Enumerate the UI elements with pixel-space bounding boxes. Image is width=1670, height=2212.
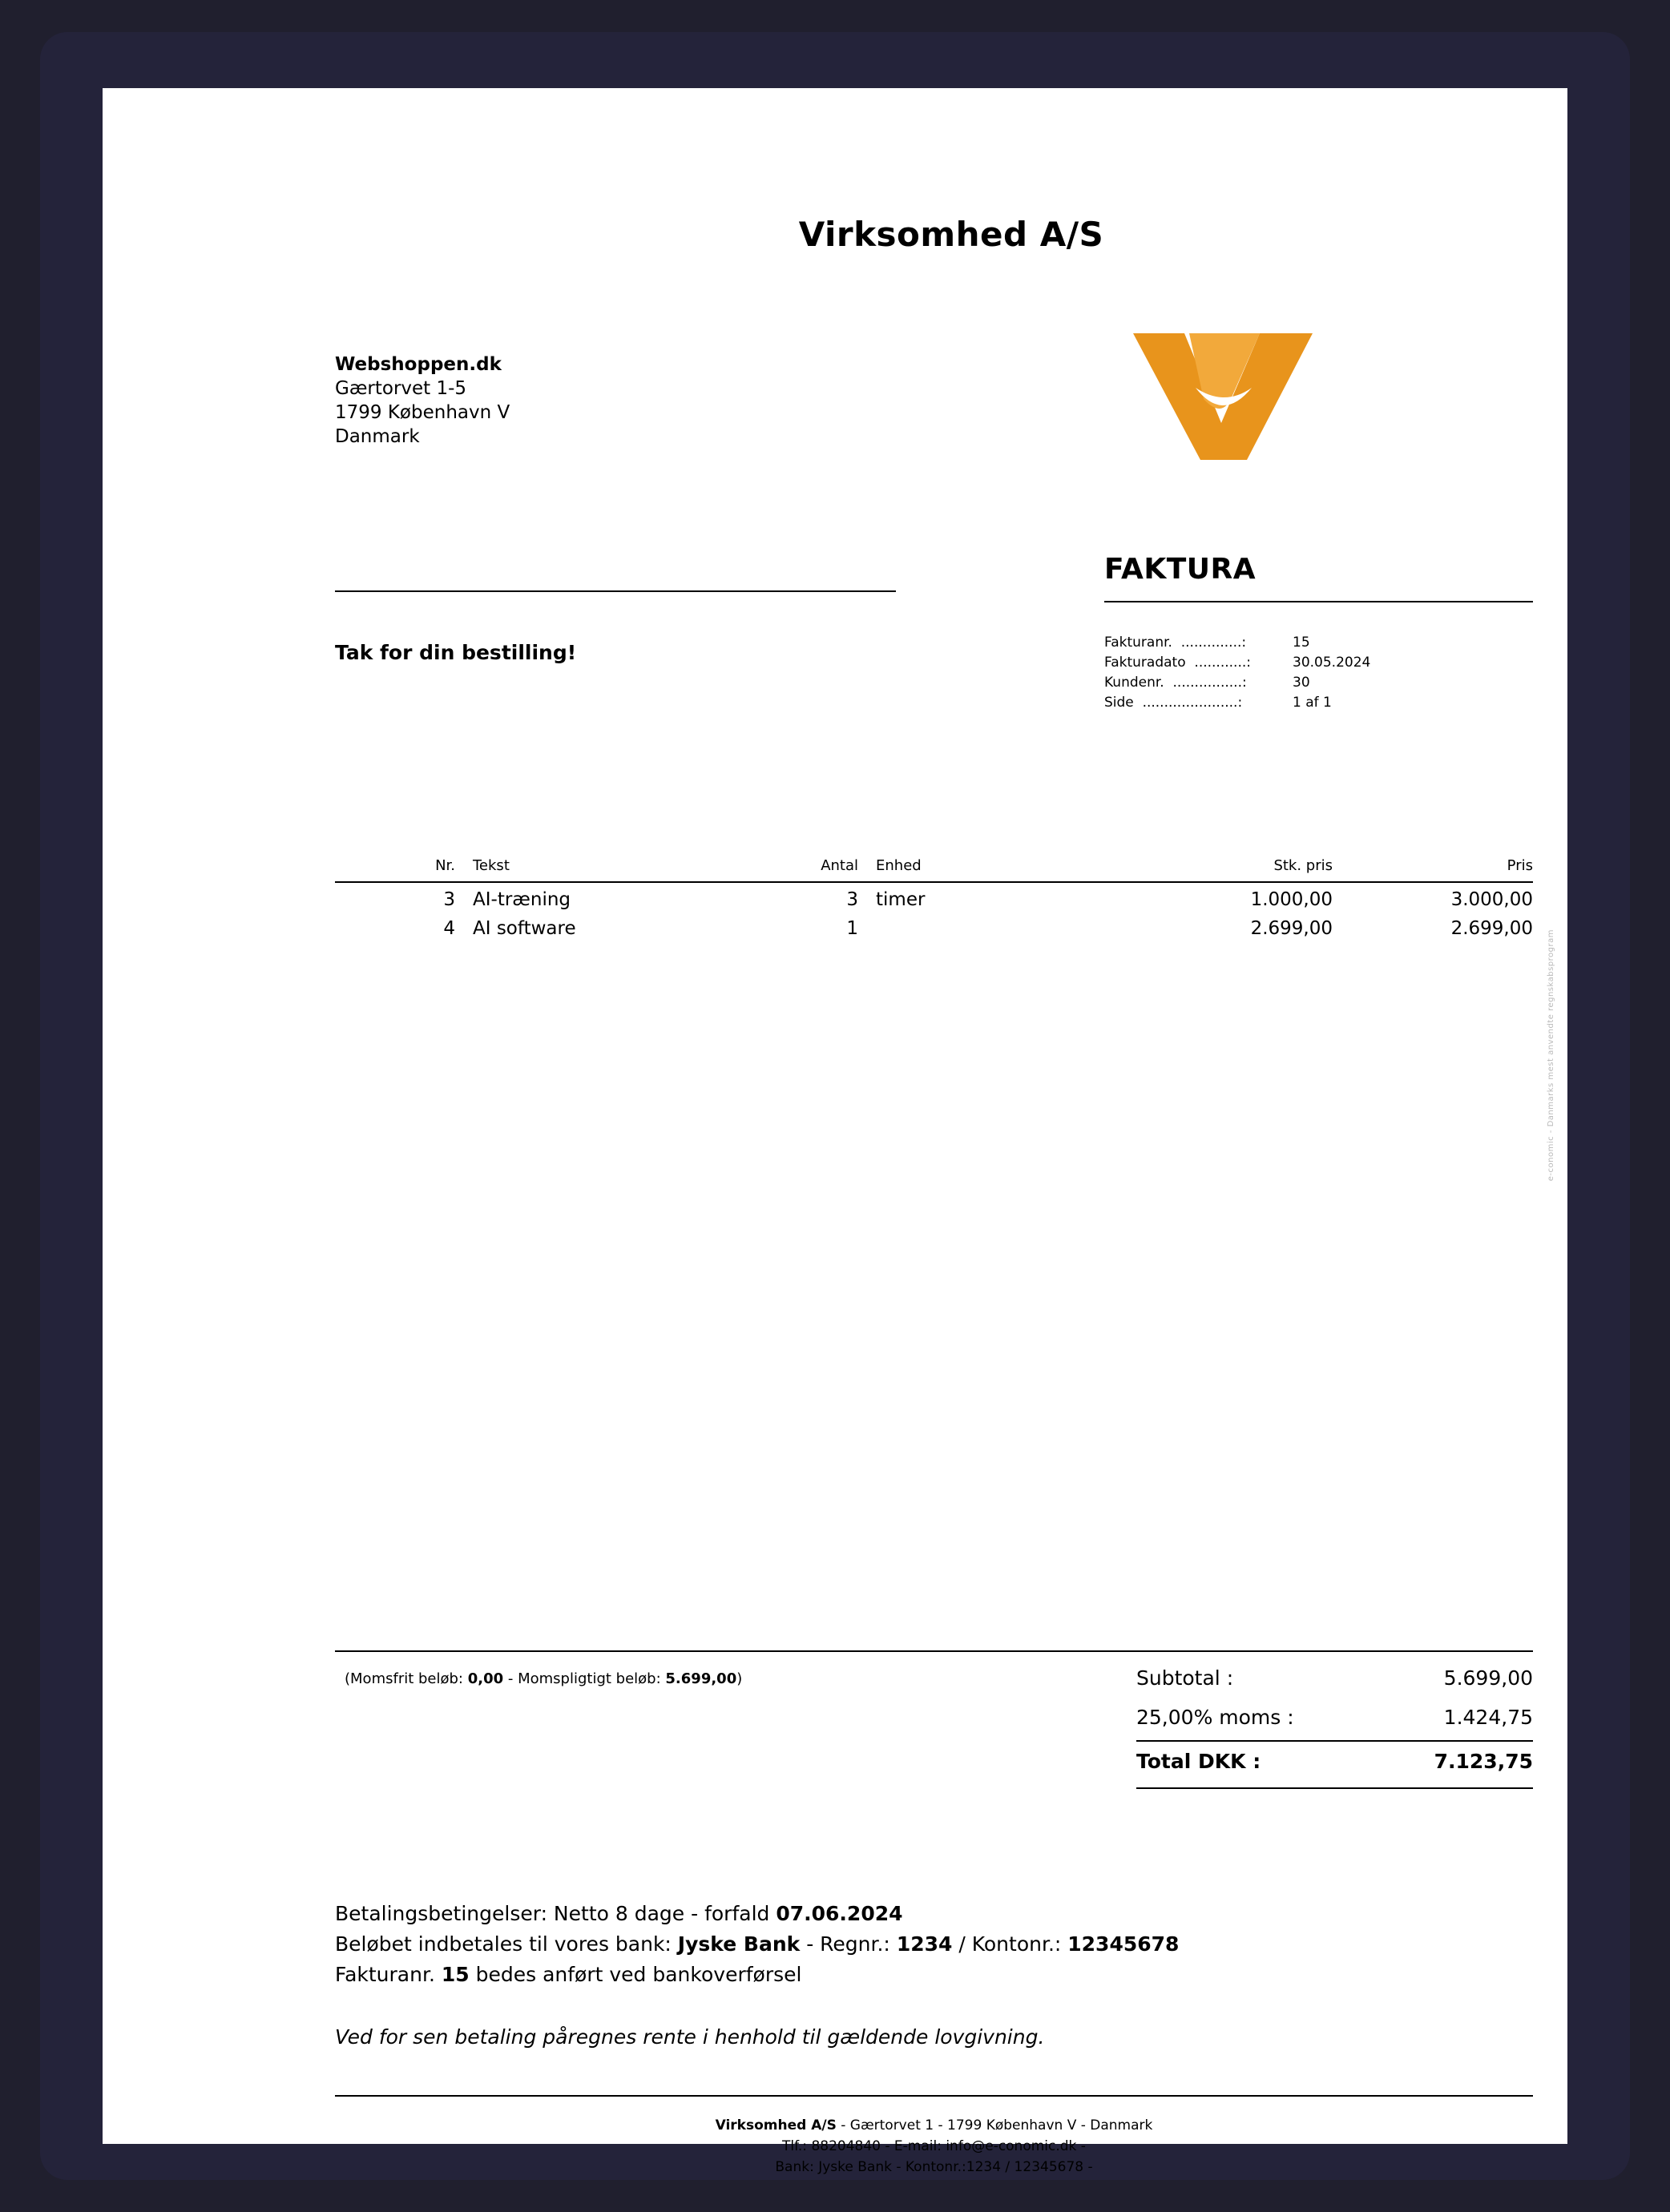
cell-tekst: AI software — [473, 918, 576, 939]
vat-note — [345, 1670, 742, 1687]
document-type-heading: FAKTURA — [1104, 553, 1257, 586]
page-footer — [335, 2115, 1533, 2178]
meta-label: Fakturanr. ..............: — [1104, 635, 1247, 651]
table-row — [335, 912, 1533, 941]
totals-row-vat — [1136, 1698, 1533, 1737]
meta-value: 30 — [1293, 675, 1310, 691]
customer-name: Webshoppen.dk — [335, 354, 502, 375]
column-header-tekst: Tekst — [455, 857, 762, 882]
meta-value: 15 — [1293, 635, 1310, 651]
page-title: Virksomhed A/S — [798, 215, 1104, 254]
cell-stk-pris: 1.000,00 — [1250, 889, 1333, 910]
footer-company-address: - Gærtorvet 1 - 1799 København V - Danmark — [836, 2117, 1153, 2133]
cell-nr: 3 — [443, 889, 455, 910]
cell-pris: 3.000,00 — [1450, 889, 1533, 910]
totals-divider-top — [335, 1650, 1533, 1652]
vat-note-prefix: (Momsfrit beløb: — [345, 1670, 468, 1687]
payment-terms-block — [335, 1899, 1179, 2053]
invoice-meta-block — [1104, 633, 1370, 713]
totals-divider-bottom — [1136, 1787, 1533, 1789]
cell-nr: 4 — [443, 918, 455, 939]
invoice-page — [103, 88, 1567, 2175]
meta-label: Fakturadato ............: — [1104, 655, 1251, 671]
totals-block — [1136, 1658, 1533, 1789]
late-payment-notice: Ved for sen betaling påregnes rente i henhold til gældende lovgivning. — [335, 2025, 1045, 2049]
divider-right — [1104, 601, 1533, 602]
company-logo-icon — [1127, 328, 1319, 465]
cell-enhed — [858, 912, 1116, 941]
line-items-table — [335, 857, 1533, 941]
bank-regnr: 1234 — [896, 1932, 953, 1956]
table-row — [335, 882, 1533, 912]
total-value: 7.123,75 — [1434, 1750, 1533, 1773]
cell-stk-pris: 2.699,00 — [1250, 918, 1333, 939]
due-date: 07.06.2024 — [776, 1902, 903, 1925]
column-header-stk-pris: Stk. pris — [1116, 857, 1333, 882]
vat-value: 1.424,75 — [1443, 1706, 1533, 1729]
terms-text: Fakturanr. — [335, 1963, 442, 1986]
cell-antal: 1 — [846, 918, 858, 939]
vat-note-middle: - Momspligtigt beløb: — [503, 1670, 666, 1687]
meta-row — [1104, 653, 1370, 673]
invoice-number-ref: 15 — [441, 1963, 470, 1986]
meta-label: Kundenr. ................: — [1104, 675, 1247, 691]
customer-city: 1799 København V — [335, 402, 510, 423]
meta-row — [1104, 693, 1370, 713]
totals-row-total — [1136, 1742, 1533, 1781]
customer-country: Danmark — [335, 426, 420, 447]
terms-text: bedes anført ved bankoverførsel — [469, 1963, 802, 1986]
terms-text: Betalingsbetingelser: Netto 8 dage - forfald — [335, 1902, 777, 1925]
totals-row-subtotal — [1136, 1658, 1533, 1698]
footer-line-2: Tlf.: 88204840 - E-mail: info@e-conomic.dk - — [782, 2138, 1086, 2154]
footer-line-3: Bank: Jyske Bank - Kontonr.:1234 / 12345678 - — [775, 2159, 1093, 2175]
payment-terms-line-3 — [335, 1960, 1179, 1990]
terms-text: Beløbet indbetales til vores bank: — [335, 1932, 678, 1956]
vat-label: 25,00% moms : — [1136, 1706, 1294, 1729]
column-header-antal: Antal — [762, 857, 858, 882]
footer-divider — [335, 2095, 1533, 2097]
column-header-nr: Nr. — [335, 857, 455, 882]
meta-value: 30.05.2024 — [1293, 655, 1371, 671]
bank-name: Jyske Bank — [677, 1932, 801, 1956]
meta-label: Side ......................: — [1104, 695, 1243, 711]
subtotal-value: 5.699,00 — [1443, 1666, 1533, 1690]
cell-enhed: timer — [876, 889, 926, 910]
divider-left — [335, 590, 896, 592]
cell-pris: 2.699,00 — [1450, 918, 1533, 939]
terms-text: - Regnr.: — [800, 1932, 897, 1956]
meta-row — [1104, 673, 1370, 693]
footer-company-name: Virksomhed A/S — [715, 2117, 837, 2133]
vat-note-suffix: ) — [736, 1670, 743, 1687]
terms-text: / Kontonr.: — [952, 1932, 1068, 1956]
payment-terms-line-2 — [335, 1929, 1179, 1960]
window-backdrop — [40, 32, 1630, 2180]
subtotal-label: Subtotal : — [1136, 1666, 1234, 1690]
customer-street: Gærtorvet 1-5 — [335, 378, 467, 399]
payment-terms-line-1 — [335, 1899, 1179, 1929]
vat-taxable-amount: 5.699,00 — [665, 1670, 737, 1687]
customer-address-block — [335, 353, 510, 449]
cell-antal: 3 — [846, 889, 858, 910]
meta-row — [1104, 633, 1370, 653]
footer-line-1 — [335, 2115, 1533, 2136]
cell-tekst: AI-træning — [473, 889, 571, 910]
bank-account: 12345678 — [1067, 1932, 1180, 1956]
meta-value: 1 af 1 — [1293, 695, 1332, 711]
total-label: Total DKK : — [1136, 1750, 1261, 1773]
table-header-row — [335, 857, 1533, 882]
thank-you-note: Tak for din bestilling! — [335, 641, 577, 664]
column-header-enhed: Enhed — [858, 857, 1116, 882]
side-watermark: e-conomic - Danmarks mest anvendte regnskabsprogram — [1547, 929, 1555, 1182]
vat-exempt-amount: 0,00 — [467, 1670, 504, 1687]
column-header-pris: Pris — [1333, 857, 1533, 882]
